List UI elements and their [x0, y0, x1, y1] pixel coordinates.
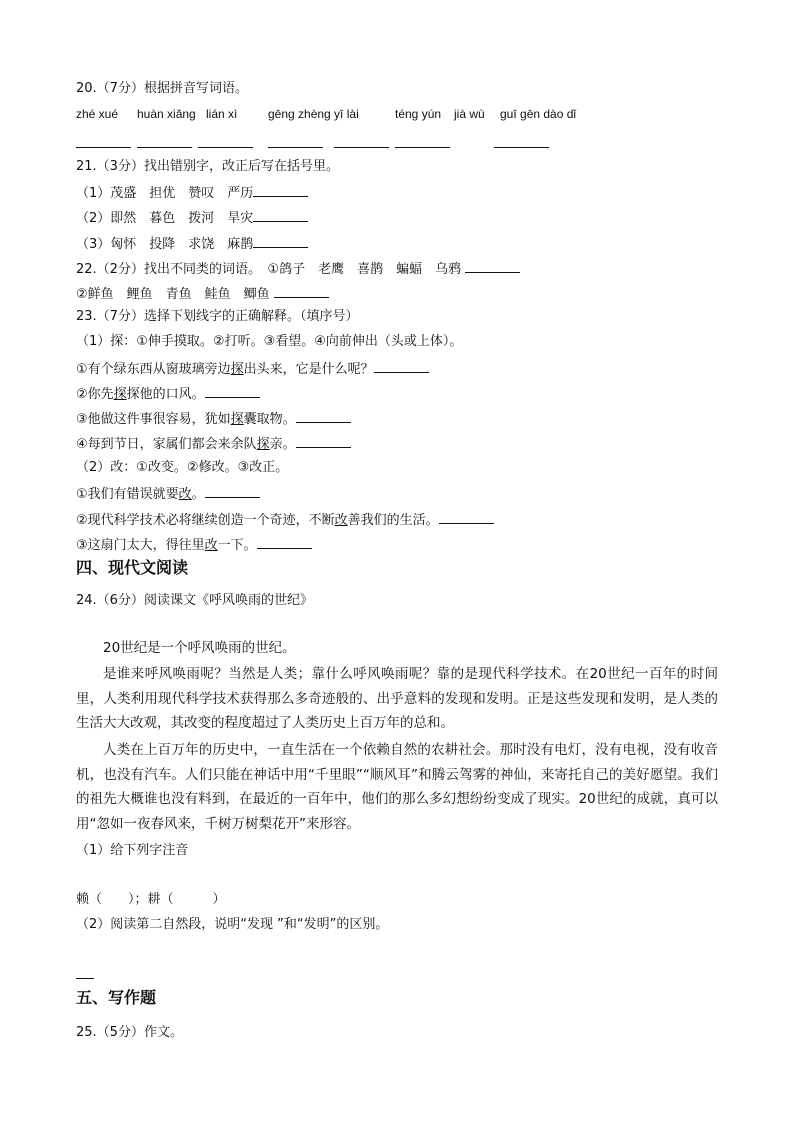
sentence-text: ④每到节日，家属们都会来余队	[76, 437, 257, 452]
pinyin-1: zhé xué	[76, 107, 119, 121]
q23-tan-definitions: （1）探：①伸手摸取。②打听。③看望。④向前伸出（头或上体）。	[76, 334, 463, 349]
sentence-text: 探他的口风。	[126, 387, 205, 402]
answer-blank[interactable]	[205, 384, 260, 398]
q22-header: 22.（2分）找出不同类的词语。 ①鸽子 老鹰 喜鹊 蝙蝠 乌鸦	[76, 262, 462, 277]
sentence-text: 囊取物。	[243, 412, 296, 427]
q23-sentence	[76, 384, 260, 404]
passage-paragraph-2: 是谁来呼风唤雨呢？当然是人类；靠什么呼风唤雨呢？靠的是现代科学技术。在20世纪一百年的时间里，人类利用现代科学技术获得那么多奇迹般的、出乎意料的发现和发明。正是这些发现和发明，是人类的生活大大改观，其改变的程度超过了人类历史上百万年的总和。	[76, 666, 718, 731]
sentence-text: ①有个绿东西从窗玻璃旁边	[76, 362, 231, 377]
sentence-text: ②你先	[76, 387, 114, 402]
section-heading-4: 四、现代文阅读	[76, 558, 189, 577]
sentence-text: ③他做这件事很容易，犹如	[76, 412, 231, 427]
q24-sub1: （1）给下列字注音	[76, 843, 189, 858]
sentence-text: ①我们有错误就要	[76, 487, 179, 502]
answer-blank[interactable]	[257, 535, 312, 549]
q24-header: 24.（6分）阅读课文《呼风唤雨的世纪》	[76, 593, 313, 608]
sentence-text: 善我们的生活。	[347, 513, 439, 528]
answer-blank[interactable]	[137, 147, 192, 148]
q24-sub2: （2）阅读第二自然段，说明“发现 ”和“发明”的区别。	[76, 917, 389, 932]
answer-blank[interactable]	[205, 484, 260, 498]
q22-row2: ②鲜鱼 鲤鱼 青鱼 鲑鱼 鲫鱼	[76, 287, 270, 302]
q23-header: 23.（7分）选择下划线字的正确解释。（填序号）	[76, 309, 359, 324]
q21-row	[76, 208, 308, 228]
q22-row	[76, 284, 329, 304]
pinyin-3: lián xì	[206, 107, 238, 121]
answer-blank[interactable]	[76, 147, 131, 148]
answer-blank[interactable]	[253, 208, 308, 222]
underlined-char: 改	[178, 487, 192, 502]
answer-blank[interactable]	[465, 259, 520, 273]
pinyin-6: jià wù	[454, 107, 485, 121]
answer-blank[interactable]	[296, 434, 351, 448]
answer-blank[interactable]	[494, 147, 549, 148]
passage-paragraph-3: 人类在上百万年的历史中，一直生活在一个依赖自然的农耕社会。那时没有电灯，没有电视，没有收音机，也没有汽车。人们只能在神话中用“千里眼”“顺风耳”和腾云驾雾的神仙，来寄托自己的美好愿望。我们的祖先大概谁也没有料到，在最近的一百年中，他们的那么多幻想纷纷变成了现实。20世纪的成就，真可以用“忽如一夜春风来，千树万树梨花开”来形容。	[76, 742, 718, 832]
q24-sub1-answer[interactable]: 赖（ ）；耕（ ）	[76, 892, 226, 907]
q23-sentence	[76, 510, 494, 530]
q20-header: 20.（7分）根据拼音写词语。	[76, 81, 248, 96]
answer-blank[interactable]	[395, 147, 450, 148]
q23-sentence	[76, 359, 429, 379]
q25-header: 25.（5分）作文。	[76, 1025, 183, 1040]
underlined-char: 探	[230, 412, 244, 427]
pinyin-5: téng yún	[395, 107, 442, 121]
q21-header: 21.（3分）找出错别字，改正后写在括号里。	[76, 159, 339, 174]
q23-sentence	[76, 409, 351, 429]
q22-row	[76, 259, 520, 279]
q23-sentence	[76, 484, 260, 504]
answer-blank[interactable]	[274, 284, 329, 298]
sentence-text: 。	[191, 487, 205, 502]
q21-row	[76, 234, 308, 254]
sentence-text: ②现代科学技术必将继续创造一个奇迹，不断	[76, 513, 335, 528]
answer-blank[interactable]	[334, 147, 389, 148]
underlined-char: 探	[230, 362, 244, 377]
answer-blank[interactable]	[198, 147, 253, 148]
underlined-char: 改	[334, 513, 348, 528]
q23-sentence	[76, 535, 312, 555]
pinyin-2: huàn xiǎng	[137, 107, 196, 121]
section-heading-5: 五、写作题	[76, 988, 157, 1007]
answer-blank[interactable]	[439, 510, 494, 524]
answer-blank[interactable]	[253, 183, 308, 197]
q23-sentence	[76, 434, 351, 454]
passage-paragraph-1: 20世纪是一个呼风唤雨的世纪。	[103, 640, 296, 656]
q21-row-text: （1）茂盛 担优 赞叹 严历	[76, 186, 254, 201]
answer-blank[interactable]	[268, 147, 323, 148]
answer-blank[interactable]	[253, 234, 308, 248]
pinyin-7: guī gēn dào dǐ	[500, 107, 577, 121]
underlined-char: 探	[113, 387, 127, 402]
q21-row-text: （2）即然 暮色 拨河 旱灾	[76, 211, 254, 226]
sentence-text: 亲。	[269, 437, 296, 452]
sentence-text: ③这扇门太大，得往里	[76, 538, 205, 553]
q23-gai-definitions: （2）改：①改变。②修改。③改正。	[76, 460, 289, 475]
q21-row-text: （3）匈怀 投降 求饶 麻鹊	[76, 237, 254, 252]
pinyin-4: gēng zhèng yī lài	[268, 107, 359, 121]
q21-row	[76, 183, 308, 203]
answer-blank[interactable]	[296, 409, 351, 423]
divider	[76, 978, 94, 979]
underlined-char: 改	[204, 538, 218, 553]
answer-blank[interactable]	[374, 359, 429, 373]
sentence-text: 出头来，它是什么呢？	[243, 362, 374, 377]
underlined-char: 探	[256, 437, 270, 452]
sentence-text: 一下。	[217, 538, 257, 553]
